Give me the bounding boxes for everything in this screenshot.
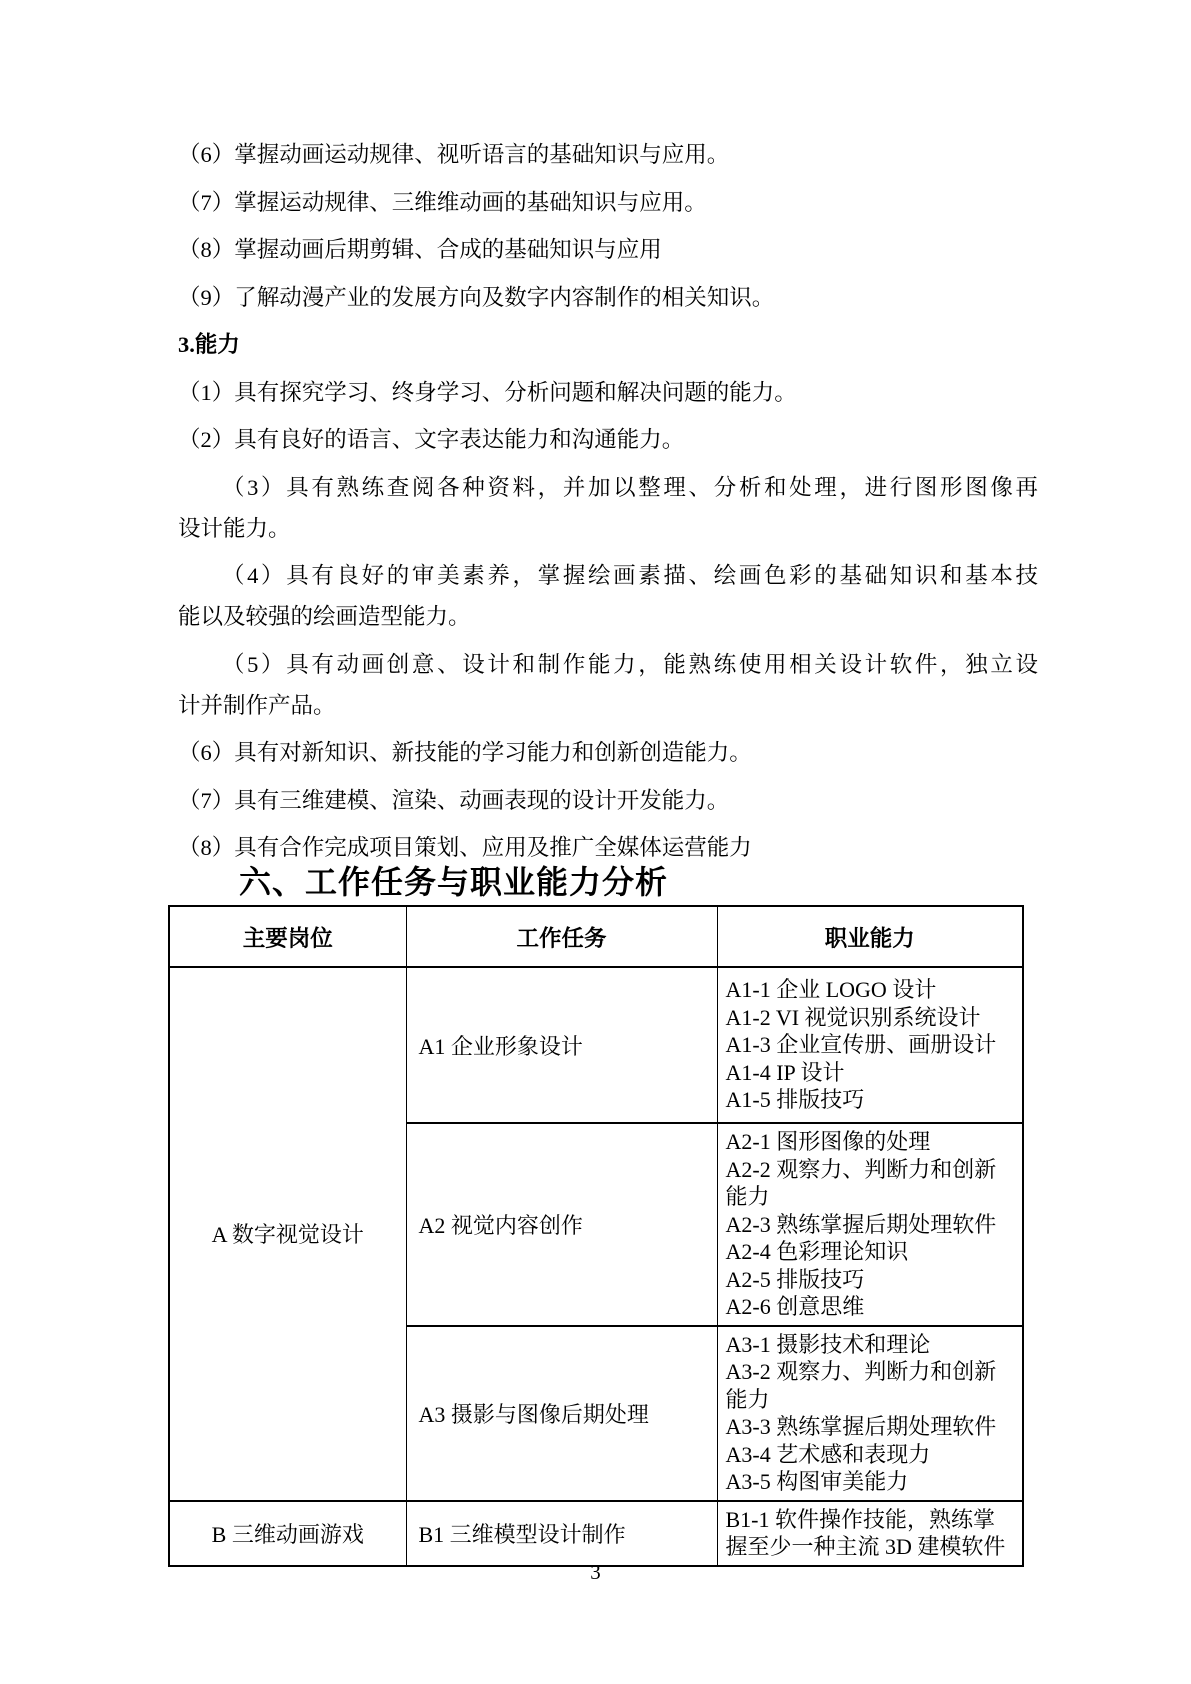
- task-cell-a2: A2 视觉内容创作: [406, 1123, 717, 1326]
- col-header-position: 主要岗位: [169, 906, 406, 967]
- abilities-cell-a2: [717, 1123, 1023, 1326]
- position-cell-a: A 数字视觉设计: [169, 967, 406, 1501]
- abilities-cell-a3: [717, 1326, 1023, 1501]
- ability-line: A3-4 艺术感和表现力: [725, 1441, 931, 1467]
- paragraph-line: （2）具有良好的语言、文字表达能力和沟通能力。: [178, 427, 685, 452]
- paragraph: [178, 182, 1038, 223]
- ability-line: A2-1 图形图像的处理: [725, 1129, 931, 1154]
- paragraph-line: （3）具有熟练查阅各种资料，并加以整理、分析和处理，进行图形图像再: [222, 474, 1038, 500]
- paragraph: [178, 229, 1038, 270]
- paragraph: [178, 134, 1038, 175]
- paragraph: [178, 467, 1038, 549]
- paragraph-line: （7）具有三维建模、渲染、动画表现的设计开发能力。: [178, 787, 730, 813]
- ability-line: B1-1 软件操作技能，熟练掌握至少一种主流 3D 建模软件: [725, 1506, 1006, 1559]
- paragraph-line: 能以及较强的绘画造型能力。: [178, 604, 471, 629]
- paragraph: [178, 780, 1038, 821]
- ability-line: A1-4 IP 设计: [725, 1059, 845, 1085]
- ability-line: A2-2 观察力、判断力和创新能力: [725, 1156, 997, 1209]
- col-header-task: 工作任务: [406, 906, 717, 967]
- paragraph: [178, 644, 1038, 726]
- ability-line: A3-3 熟练掌握后期处理软件: [725, 1414, 997, 1439]
- ability-line: A2-5 排版技巧: [725, 1266, 865, 1292]
- subheading-ability: [178, 324, 1038, 365]
- abilities-cell-b1: [717, 1501, 1023, 1566]
- paragraph-line: （9）了解动漫产业的发展方向及数字内容制作的相关知识。: [178, 284, 775, 310]
- paragraph: [178, 732, 1038, 773]
- col-header-ability: 职业能力: [717, 906, 1023, 967]
- position-cell-b: B 三维动画游戏: [169, 1501, 406, 1566]
- paragraph-line: 计并制作产品。: [178, 692, 336, 718]
- task-cell-b1: B1 三维模型设计制作: [406, 1501, 717, 1566]
- ability-line: A3-2 观察力、判断力和创新能力: [725, 1359, 997, 1412]
- paragraph-line: （6）掌握动画运动规律、视听语言的基础知识与应用。: [178, 142, 730, 167]
- paragraph-line: （4）具有良好的审美素养，掌握绘画素描、绘画色彩的基础知识和基本技: [222, 563, 1038, 588]
- ability-line: A2-6 创意思维: [725, 1294, 865, 1319]
- ability-line: A3-1 摄影技术和理论: [725, 1331, 931, 1357]
- abilities-cell-a1: [717, 967, 1023, 1123]
- paragraph: [178, 372, 1038, 413]
- paragraph-line: （6）具有对新知识、新技能的学习能力和创新创造能力。: [178, 740, 752, 765]
- paragraph-line: （1）具有探究学习、终身学习、分析问题和解决问题的能力。: [178, 379, 797, 405]
- body-text-block: [178, 134, 1038, 875]
- page-number: 3: [590, 1560, 601, 1584]
- paragraph-line: （5）具有动画创意、设计和制作能力，能熟练使用相关设计软件，独立设: [222, 651, 1038, 677]
- ability-line: A1-5 排版技巧: [725, 1087, 865, 1113]
- task-cell-a1: A1 企业形象设计: [406, 967, 717, 1123]
- task-analysis-table: [168, 905, 1024, 1567]
- ability-line: A2-4 色彩理论知识: [725, 1239, 909, 1264]
- paragraph: [178, 555, 1038, 637]
- paragraph-line: （7）掌握运动规律、三维维动画的基础知识与应用。: [178, 189, 707, 215]
- table-row-b1: [169, 1501, 1023, 1566]
- paragraph-line: 设计能力。: [178, 515, 291, 541]
- task-cell-a3: A3 摄影与图像后期处理: [406, 1326, 717, 1501]
- ability-line: A1-2 VI 视觉识别系统设计: [725, 1004, 981, 1030]
- ability-line: A1-1 企业 LOGO 设计: [725, 977, 937, 1003]
- subheading-text: 3.能力: [178, 332, 240, 357]
- table-header-row: [169, 906, 1023, 967]
- paragraph: [178, 419, 1038, 460]
- ability-line: A2-3 熟练掌握后期处理软件: [725, 1211, 997, 1237]
- section-heading: 六、工作任务与职业能力分析: [239, 864, 669, 900]
- paragraph-line: （8）具有合作完成项目策划、应用及推广全媒体运营能力: [178, 835, 752, 860]
- ability-line: A3-5 构图审美能力: [725, 1469, 909, 1494]
- paragraph-line: （8）掌握动画后期剪辑、合成的基础知识与应用: [178, 237, 662, 262]
- paragraph: [178, 277, 1038, 318]
- table-row-a1: [169, 967, 1023, 1123]
- ability-line: A1-3 企业宣传册、画册设计: [725, 1032, 997, 1058]
